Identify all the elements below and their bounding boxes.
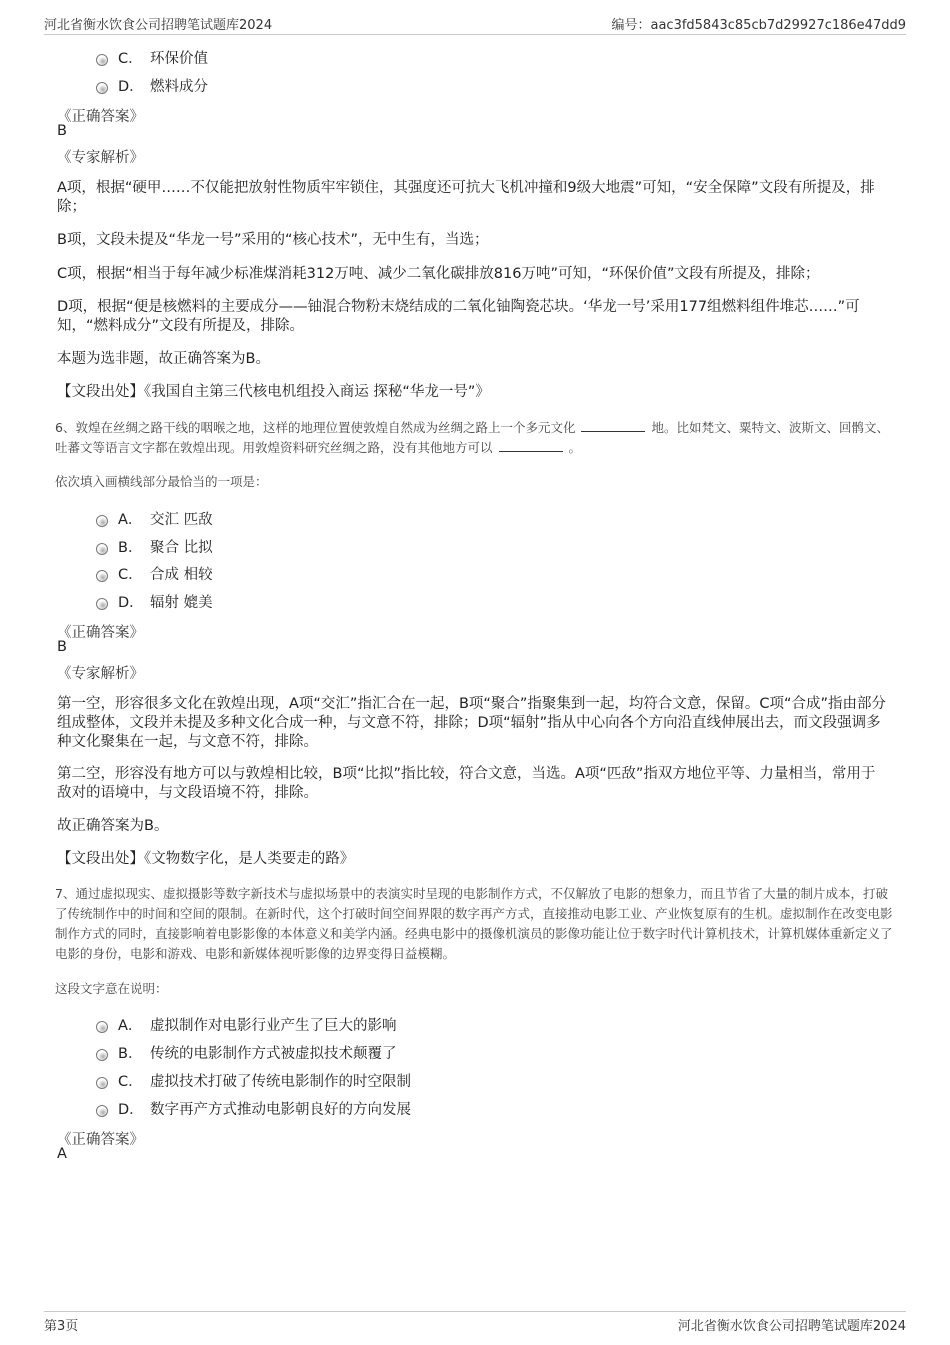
option-letter: A．: [118, 512, 143, 528]
q6-question-part2: 地。比如梵文、粟特文、波斯文、回鹘文、吐蕃文等语言文字都在敦煌出现。用敦煌资料研究丝绸之路，没有其他地方可以: [55, 420, 889, 455]
option-text: 数字再产方式推动电影朝良好的方向发展: [150, 1102, 411, 1118]
option-letter: C．: [118, 1074, 143, 1090]
q7-option-c[interactable]: [96, 1070, 411, 1091]
q6-conclusion: 故正确答案为B。: [57, 818, 169, 834]
radio-icon[interactable]: [96, 1049, 108, 1061]
q5-analysis-a: A项，根据“硬甲……不仅能把放射性物质牢牢锁住，其强度还可抗大飞机冲撞和9级大地震”可知，“安全保障”文段有所提及，排除；: [57, 180, 875, 215]
q7-answer: A: [57, 1146, 67, 1162]
radio-icon[interactable]: [96, 570, 108, 582]
option-text: 虚拟技术打破了传统电影制作的时空限制: [150, 1074, 411, 1090]
option-letter: D．: [118, 595, 144, 611]
q5-conclusion: 本题为选非题，故正确答案为B。: [57, 351, 270, 367]
q7-prompt: 这段文字意在说明：: [55, 981, 168, 996]
option-text: 聚合 比拟: [150, 540, 213, 556]
q5-option-c[interactable]: [96, 47, 208, 68]
option-letter: B．: [118, 540, 143, 556]
option-letter: C．: [118, 567, 143, 583]
blank-line: [499, 439, 563, 452]
option-text: 环保价值: [150, 51, 208, 67]
radio-icon[interactable]: [96, 54, 108, 66]
q5-analysis-label: 《专家解析》: [57, 150, 144, 166]
option-text: 辐射 媲美: [150, 595, 213, 611]
option-letter: D．: [118, 1102, 144, 1118]
q6-question-part3: 。: [568, 440, 581, 455]
header-title: 河北省衡水饮食公司招聘笔试题库2024: [44, 18, 273, 33]
q7-option-d[interactable]: [96, 1098, 411, 1119]
radio-icon[interactable]: [96, 1077, 108, 1089]
footer-title: 河北省衡水饮食公司招聘笔试题库2024: [677, 1319, 906, 1334]
q6-option-b[interactable]: [96, 536, 213, 557]
q5-analysis-c: C项，根据“相当于每年减少标准煤消耗312万吨、减少二氧化碳排放816万吨”可知，“环保价值”文段有所提及，排除；: [57, 266, 820, 282]
option-letter: A．: [118, 1018, 143, 1034]
q7-option-b[interactable]: [96, 1042, 397, 1063]
radio-icon[interactable]: [96, 82, 108, 94]
q7-option-a[interactable]: [96, 1014, 397, 1035]
q7-answer-label: 《正确答案》: [57, 1132, 144, 1148]
q6-question-part1: 6、敦煌在丝绸之路干线的咽喉之地，这样的地理位置使敦煌自然成为丝绸之路上一个多元文化: [55, 420, 576, 435]
radio-icon[interactable]: [96, 1021, 108, 1033]
option-text: 传统的电影制作方式被虚拟技术颠覆了: [150, 1046, 397, 1062]
page-footer: [44, 1311, 906, 1334]
q6-analysis-blank1: 第一空，形容很多文化在敦煌出现，A项“交汇”指汇合在一起，B项“聚合”指聚集到一起，均符合文意，保留。C项“合成”指由部分组成整体，文段并未提及多种文化合成一种，与文意不符，排除；D项“辐射”指从中心向各个方向沿直线伸展出去，而文段强调多种文化聚集在一起，与文意不符，排除。: [57, 696, 887, 750]
q5-answer: B: [57, 123, 67, 139]
q5-source: 【文段出处】《我国自主第三代核电机组投入商运 探秘“华龙一号”》: [57, 384, 490, 400]
blank-line: [581, 419, 645, 432]
q6-source: 【文段出处】《文物数字化，是人类要走的路》: [57, 851, 355, 867]
q6-answer: B: [57, 639, 67, 655]
radio-icon[interactable]: [96, 598, 108, 610]
q5-analysis-d: D项，根据“便是核燃料的主要成分——铀混合物粉末烧结成的二氧化铀陶瓷芯块。‘华龙一号’采用177组燃料组件堆芯……”可知，“燃料成分”文段有所提及，排除。: [57, 299, 860, 334]
option-text: 合成 相较: [150, 567, 213, 583]
option-text: 虚拟制作对电影行业产生了巨大的影响: [150, 1018, 397, 1034]
radio-icon[interactable]: [96, 543, 108, 555]
q5-analysis-b: B项，文段未提及“华龙一号”采用的“核心技术”，无中生有，当选；: [57, 232, 489, 248]
q6-analysis-blank2: 第二空，形容没有地方可以与敦煌相比较，B项“比拟”指比较，符合文意，当选。A项“匹敌”指双方地位平等、力量相当，常用于敌对的语境中，与文段语境不符，排除。: [57, 766, 876, 801]
option-text: 交汇 匹敌: [150, 512, 213, 528]
q6-answer-label: 《正确答案》: [57, 625, 144, 641]
q6-option-a[interactable]: [96, 508, 213, 529]
q5-option-d[interactable]: [96, 75, 208, 96]
radio-icon[interactable]: [96, 515, 108, 527]
page-number: 第3页: [44, 1319, 79, 1334]
option-letter: C．: [118, 51, 143, 67]
q6-question: [55, 418, 897, 458]
q6-prompt: 依次填入画横线部分最恰当的一项是：: [55, 474, 268, 489]
q7-question: 7、通过虚拟现实、虚拟摄影等数字新技术与虚拟场景中的表演实时呈现的电影制作方式，不仅解放了电影的想象力，而且节省了大量的制片成本，打破了传统制作中的时间和空间的限制。在新时代，这个打破时间空间界限的数字再产方式，直接推动电影工业、产业恢复原有的生机。虚拟制作在改变电影制作方式的同时，直接影响着电影影像的本体意义和美学内涵。经典电影中的摄像机演员的影像功能让位于数字时代计算机技术，计算机媒体重新定义了电影的身份，电影和游戏、电影和新媒体视听影像的边界变得日益模糊。: [55, 886, 893, 961]
q6-analysis-label: 《专家解析》: [57, 666, 144, 682]
option-text: 燃料成分: [150, 79, 208, 95]
q6-option-d[interactable]: [96, 591, 213, 612]
header-doc-id: 编号：aac3fd5843c85cb7d29927c186e47dd9: [611, 18, 906, 33]
page-header: [44, 12, 906, 35]
radio-icon[interactable]: [96, 1105, 108, 1117]
option-letter: D．: [118, 79, 144, 95]
q6-option-c[interactable]: [96, 563, 213, 584]
option-letter: B．: [118, 1046, 143, 1062]
q5-answer-label: 《正确答案》: [57, 109, 144, 125]
